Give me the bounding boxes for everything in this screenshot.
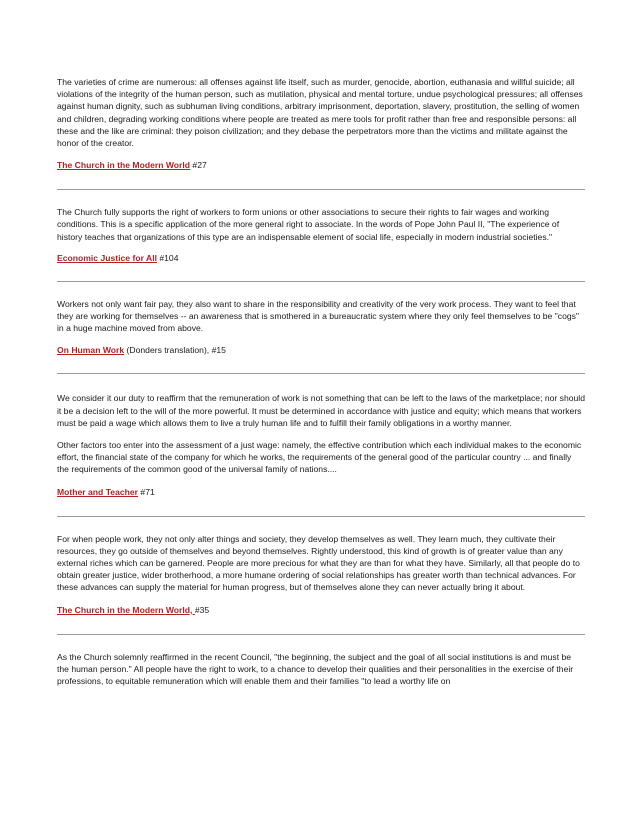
divider [57,516,585,517]
divider [57,281,585,282]
quote-paragraph: For when people work, they not only alter things and society, they develop themselves as well. They learn much, they cultivate their resources, they go outside of themselves and beyond themselves. Rightly understood, this kind of growth is of greater value than any external riches which can be garnered. People are more precious for what they are than for what they have. Similarly, all that people do to obtain greater justice, wider brotherhood, a more humane ordering of social relationships has greater worth than technical advances. For these advances can supply the material for human progress, but of themselves alone they can never actually bring it about. [57,533,580,593]
quote-paragraph: The Church fully supports the right of workers to form unions or other associations to secure their rights to fair wages and working conditions. This is a specific application of the more general right to associate. In the words of Pope John Paul II, "The experience of history teaches that organizations of this type are an indispensable element of social life, especially in modern industrial societies." [57,207,560,242]
citation-reference: #35 [194,604,210,615]
citation-reference: (Donders translation), #15 [124,345,226,356]
divider [57,634,585,635]
citation [57,252,585,264]
citation-link[interactable]: Economic Justice for All [57,252,157,263]
quote-paragraph: We consider it our duty to reaffirm that the remuneration of work is not something that can be left to the laws of the marketplace; nor should it be a decision left to the will of the more powerful. It must be determined in accordance with justice and equity; which means that workers must be paid a wage which allows them to live a truly human life and to fulfill their family obligations in a worthy manner. [57,393,585,428]
quote-paragraph: As the Church solemnly reaffirmed in the recent Council, "the beginning, the subject and the goal of all social institutions is and must be the human person." All people have the right to work, to a chance to develop their qualities and their personalities in the exercise of their professions, to equitable remuneration which will enable them and their families "to lead a worthy life on [57,651,574,687]
citation-link[interactable]: The Church in the Modern World, [57,604,195,615]
citation [57,486,585,498]
citation-link[interactable]: The Church in the Modern World [57,160,191,171]
divider [57,373,585,374]
citation-link[interactable]: On Human Work [57,345,125,356]
quote-paragraph: The varieties of crime are numerous: all offenses against life itself, such as murder, genocide, abortion, euthanasia and willful suicide; all violations of the integrity of the human person, such as mutilation, physical and mental torture, undue psychological pressures; all offenses against human dignity, such as subhuman living conditions, arbitrary imprisonment, deportation, slavery, prostitution, the selling of women and children, degrading working conditions where people are treated as mere tools for profit rather than free and responsible persons: all these and the like are criminal: they poison civilization; and they debase the perpetrators more than the victims and militate against the honor of the creator. [57,77,583,149]
divider [57,189,585,190]
citation [57,159,585,171]
quote-paragraph: Other factors too enter into the assessment of a just wage: namely, the effective contribution which each individual makes to the economic effort, the financial state of the company for which he works, the requirements of the general good of the particular country ... and finally the requirements of the common good of the universal family of nations.... [57,440,582,475]
citation-reference: #71 [138,486,155,497]
quote-section [57,392,585,497]
citation-reference: #104 [156,252,179,263]
citation [57,604,585,616]
quote-section [57,206,585,264]
document-page [57,76,585,687]
citation-reference: #27 [190,160,207,171]
citation [57,344,585,356]
citation-link[interactable]: Mother and Teacher [57,486,139,497]
quote-section [57,76,585,171]
quote-section [57,298,585,357]
quote-paragraph: Workers not only want fair pay, they also want to share in the responsibility and creativity of the very work process. They want to feel that they are working for themselves -- an awareness that is smothered in a bureaucratic system where they only feel themselves to be "cogs" in a huge machine moved from above. [57,298,579,334]
quote-section [57,651,585,688]
quote-section [57,533,585,616]
